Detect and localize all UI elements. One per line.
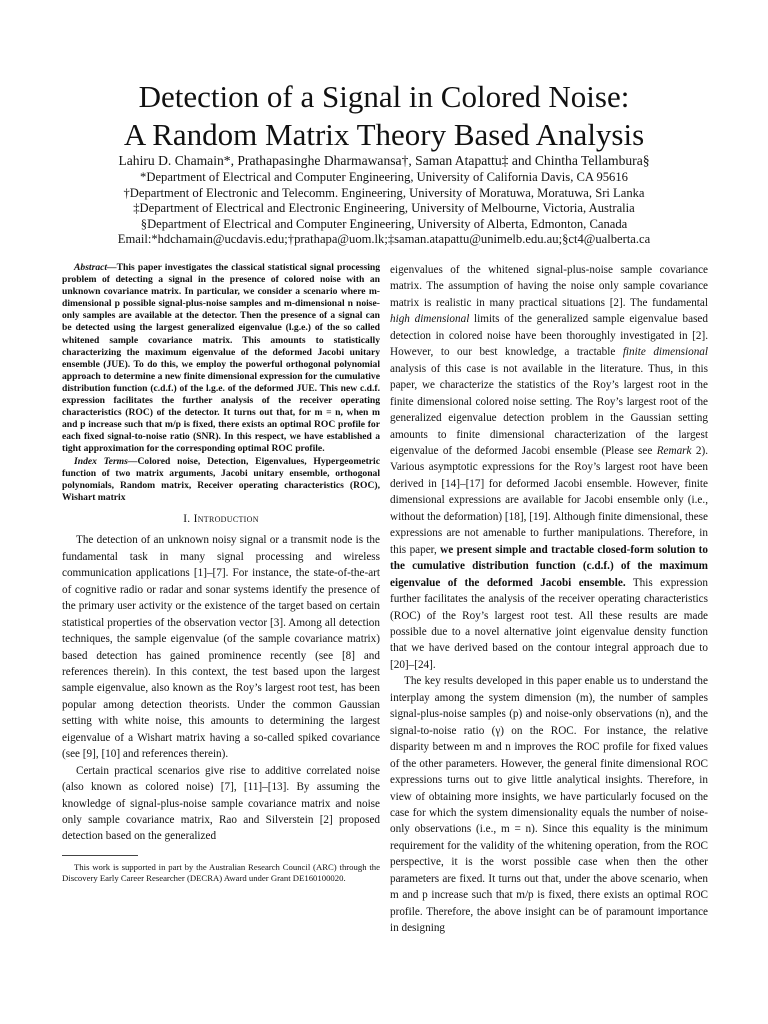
affiliation-3: ‡Department of Electrical and Electronic Engineering, University of Melbourne, Victoria, Australia: [133, 201, 635, 215]
right-paragraph-1: [390, 262, 708, 673]
index-terms: [62, 456, 380, 504]
affiliation-1: *Department of Electrical and Computer Engineering, University of California Davis, CA 95616: [140, 170, 628, 184]
right-p1-remark-ref: Remark: [656, 444, 692, 457]
abstract: [62, 262, 380, 456]
right-p1-part-c: limits of the generalized sample eigenvalue based detection in colored noise have been thoroughly investigated in [2]. However, to our best knowledge, a tractable: [390, 313, 708, 359]
intro-paragraph-2: Certain practical scenarios give rise to additive correlated noise (also known as colored noise) [7], [11]–[13]. By assuming the knowledge of signal-plus-noise sample covariance matrix and noise only sample covariance matrix, Rao and Silverstein [2] proposed detection based on the generalized: [62, 764, 380, 843]
right-p1-part-i: This expression further facilitates the analysis of the receiver operating characteristics (ROC) of the Roy’s largest root test. All these results are made possible due to a novel alternative joint eigenvalue density function that we have derived based on the contour integral approach due to [20]–[24].: [390, 576, 708, 671]
paper-title: [0, 78, 768, 154]
abstract-text: This paper investigates the classical statistical signal processing problem of detecting a signal in the presence of colored noise with an unknown covariance matrix. In particular, we consider a scenario where m-dimensional p possible signal-plus-noise samples and m-dimensional n noise-only samples are available at the detector. Then the presence of a signal can be detected using the largest generalized eigenvalue (l.g.e.) of the so called whitened sample covariance matrix. This amounts to statistically characterizing the maximum eigenvalue of the deformed Jacobi unitary ensemble (JUE). To do this, we employ the powerful orthogonal polynomial approach to determine a new finite dimensional expression for the cumulative distribution function (c.d.f.) of the l.g.e. of the deformed JUE. This new c.d.f. expression facilitates the further analysis of the receiver operating characteristics (ROC) of the detector. It turns out that, for m = n, when m and p increase such that m/p is fixed, there exists an optimal ROC profile for each fixed signal-to-noise ratio (SNR). In this respect, we have established a tight approximation for the corresponding optimal ROC profile.: [62, 262, 380, 455]
right-p1-part-e: analysis of this case is not available in the literature. Thus, in this paper, we characterize the statistics of the Roy’s largest root in the finite dimensional colored noise setting. The Roy’s largest root of the generalized eigenvalue detection problem in the Gaussian setting amounts to finite dimensional characterization of the largest eigenvalue of the deformed Jacobi ensemble (Please see: [390, 362, 708, 457]
author-emails: Email:*hdchamain@ucdavis.edu;†prathapa@uom.lk;‡saman.atapattu@unimelb.edu.au;§ct4@ualberta.ca: [117, 232, 651, 246]
author-names: Lahiru D. Chamain*, Prathapasinghe Dharmawansa†, Saman Atapattu‡ and Chintha Tellambura§: [118, 153, 650, 168]
left-column: [62, 262, 380, 884]
right-paragraph-2: The key results developed in this paper enable us to understand the interplay among the system dimension (m), the number of samples signal-plus-noise samples (p) and noise-only observations (n), and the signal-to-noise ratio (γ) on the ROC. For instance, the relative disparity between m and n improves the ROC profile for fixed values of the other parameters. However, the general finite dimensional ROC expressions turns out to give little analytical insights. Therefore, in view of obtaining more insights, we have particularly focused on the case for which the system dimensionality equals the number of noise-only observations (i.e., m = n). Since this equality is the minimum requirement for the validity of the whitening operation, from the ROC perspective, it is the worst possible case when then the other parameters are fixed. It turns out that, under the above scenario, when m and p increase such that m/p is fixed, there exists an optimal ROC profile. Therefore, the above insight can be of paramount importance in designing: [390, 675, 708, 935]
author-block: [0, 152, 768, 248]
right-p1-emphasis-high-dimensional: high dimensional: [390, 313, 470, 326]
right-column: [390, 262, 708, 937]
right-p1-key-contribution: we present simple and tractable closed-form solution to the cumulative distribution function (c.d.f.) of the maximum eigenvalue of the deformed Jacobi ensemble.: [390, 543, 709, 589]
abstract-label: Abstract—: [74, 262, 117, 273]
footnote-divider: [62, 855, 138, 856]
title-line-2: A Random Matrix Theory Based Analysis: [123, 117, 645, 152]
section-heading-introduction: I. Introduction: [183, 512, 259, 525]
affiliation-2: †Department of Electronic and Telecomm. Engineering, University of Moratuwa, Moratuwa, Sri Lanka: [123, 185, 645, 200]
intro-paragraph-1: The detection of an unknown noisy signal or a transmit node is the fundamental task in many signal processing and wireless communication applications [1]–[7]. For instance, the state-of-the-art of cognitive radio or radar and sonar systems identify the presence of the primary user activity or the existence of the target based on certain statistical properties of the observation vector [3]. Among all detection techniques, the sample eigenvalue (of the sample covariance matrix) based detection has gained prominence recently (see [8] and references therein). In this context, the test based upon the largest sample eigenvalue, also known as the Roy’s largest root test, has been popular among detection theorists. Under the common Gaussian setting with white noise, this amounts to determining the largest eigenvalue of a Wishart matrix having a so-called spiked covariance (see [9], [10] and references therein).: [62, 534, 380, 761]
funding-footnote: This work is supported in part by the Australian Research Council (ARC) through the Discovery Early Career Researcher (DECRA) Award under Grant DE160100020.: [62, 861, 380, 883]
title-line-1: Detection of a Signal in Colored Noise:: [138, 79, 630, 114]
right-p1-emphasis-finite-dimensional: finite dimensional: [622, 346, 709, 359]
affiliation-4: §Department of Electrical and Computer Engineering, University of Alberta, Edmonton, Canada: [140, 216, 628, 231]
index-terms-text: Colored noise, Detection, Eigenvalues, Hypergeometric function of two matrix arguments, Jacobi unitary ensemble, orthogonal polynomials, Random matrix, Receiver operating characteristics (ROC), Wishart matrix: [62, 455, 380, 503]
right-p1-part-g: 2). Various asymptotic expressions for the Roy’s largest root have been derived in [14]–[17] for deformed Jacobi ensemble. However, finite dimensional expressions are available for Jacobi ensemble only (i.e., without the deformation) [18], [19]. Although finite dimensional, these expressions are not amenable to further manipulations. Therefore, in this paper,: [390, 444, 708, 556]
index-terms-label: Index Terms—: [74, 455, 138, 467]
right-p1-part-a: eigenvalues of the whitened signal-plus-noise sample covariance matrix. The assumption of having the noise only sample covariance matrix is realistic in many practical situations [2]. The fundamental: [390, 264, 708, 309]
